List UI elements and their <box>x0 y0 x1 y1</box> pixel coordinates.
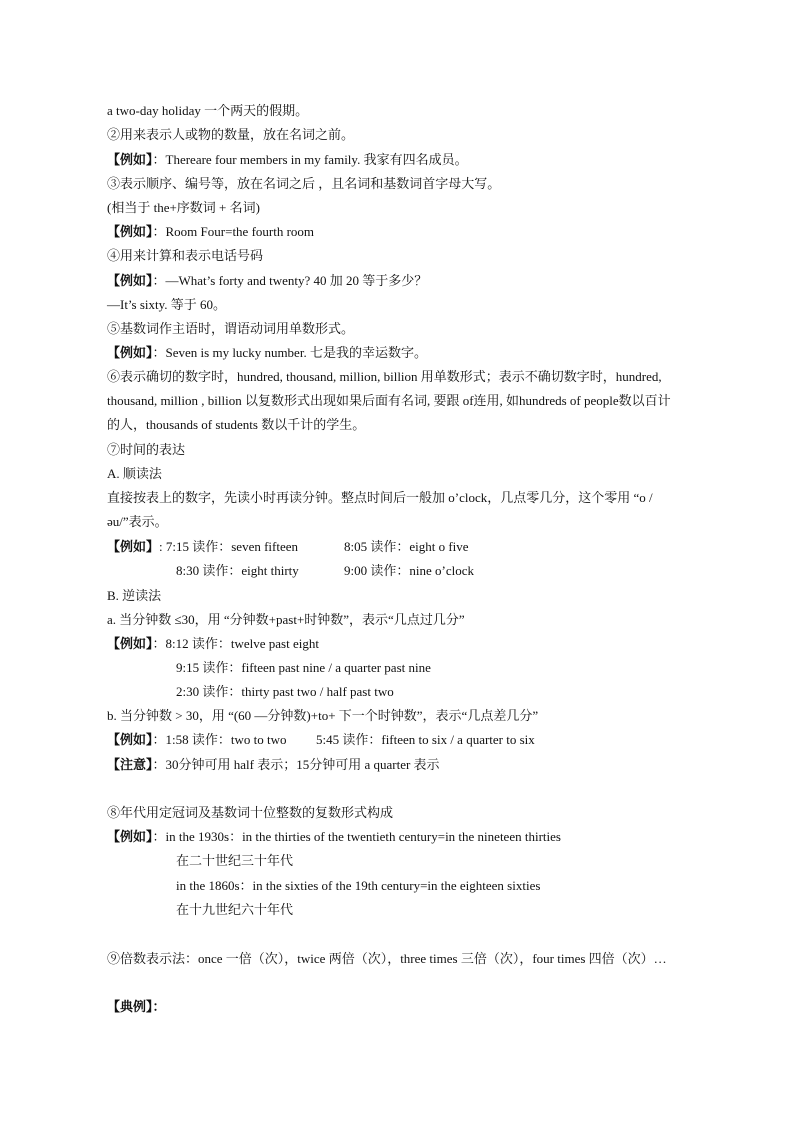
text-line: —It’s sixty. 等于 60。 <box>107 297 227 312</box>
example-label: 【例如】 <box>107 636 153 651</box>
example-label: 【例如】 <box>107 273 153 288</box>
example-text: in the 1860s：in the sixties of the 19th century=in the eighteen sixties <box>176 878 541 893</box>
example-text: ：1:58 读作：two to two <box>152 732 287 747</box>
example-text: 2:30 读作：thirty past two / half past two <box>176 684 394 699</box>
text-line: (相当于 the+序数词 + 名词) <box>107 200 260 215</box>
example-text: ：in the 1930s：in the thirties of the twentieth century=in the nineteen thirties <box>152 829 561 844</box>
text-line: ⑤基数词作主语时，谓语动词用单数形式。 <box>107 321 355 336</box>
example-text: : 7:15 读作：seven fifteen <box>159 539 299 554</box>
section-heading: ⑨倍数表示法：once 一倍（次），twice 两倍（次），three times 三倍（次），four times 四倍（次）… <box>107 951 667 966</box>
section-heading: ⑦时间的表达 <box>107 442 186 457</box>
example-label: 【例如】 <box>107 224 153 239</box>
example-text: 在十九世纪六十年代 <box>176 902 294 917</box>
example-text: 5:45 读作：fifteen to six / a quarter to six <box>316 732 535 747</box>
note-text: ：30分钟可用 half 表示；15分钟可用 a quarter 表示 <box>152 757 440 772</box>
example-text: ：Room Four=the fourth room <box>152 224 315 239</box>
subheading: A. 顺读法 <box>107 466 162 481</box>
text-line: ④用来计算和表示电话号码 <box>107 248 264 263</box>
paragraph: ⑥表示确切的数字时，hundred, thousand, million, billion 用单数形式；表示不确切数字时，hundred, thousand, million , billion 以复数形式出现如果后面有名词, 要跟 of连用, 如hundreds of people数以百计的人，thousands of students 数以千计的学生。 <box>107 369 671 432</box>
example-line <box>107 344 427 361</box>
text-line: a two-day holiday 一个两天的假期。 <box>107 103 309 118</box>
example-line <box>107 731 287 748</box>
text-line: ③表示顺序、编号等，放在名词之后 ，且名词和基数词首字母大写。 <box>107 176 501 191</box>
note-line <box>107 756 440 773</box>
example-text: ：—What’s forty and twenty? 40 加 20 等于多少？ <box>152 273 428 288</box>
example-line <box>107 223 314 240</box>
example-text: ：Thereare four members in my family. 我家有四名成员。 <box>152 152 468 167</box>
example-label: 【例如】 <box>107 732 153 747</box>
text-line: a. 当分钟数 ≤30，用 “分钟数+past+时钟数”，表示“几点过几分” <box>107 612 465 627</box>
example-line <box>107 151 468 168</box>
example-text: 9:00 读作：nine o’clock <box>344 563 474 578</box>
paragraph: 直接按表上的数字，先读小时再读分钟。整点时间后一般加 o’clock，几点零几分，这个零用 “o /əu/”表示。 <box>107 490 653 529</box>
text-line: b. 当分钟数 > 30，用 “(60 —分钟数)+to+ 下一个时钟数”，表示“几点差几分” <box>107 708 539 723</box>
example-line <box>107 828 561 845</box>
text-line: ②用来表示人或物的数量，放在名词之前。 <box>107 127 355 142</box>
note-label: 【注意】 <box>107 757 153 772</box>
example-line <box>107 272 427 289</box>
example-text: 在二十世纪三十年代 <box>176 853 294 868</box>
example-text: ：Seven is my lucky number. 七是我的幸运数字。 <box>152 345 427 360</box>
example-heading: 【典例】： <box>107 999 166 1014</box>
example-line <box>107 538 298 555</box>
example-label: 【例如】 <box>107 345 153 360</box>
example-line <box>107 635 319 652</box>
example-text: ：8:12 读作：twelve past eight <box>152 636 319 651</box>
example-label: 【例如】 <box>107 539 160 554</box>
example-text: 8:05 读作：eight o five <box>344 539 469 554</box>
subheading: B. 逆读法 <box>107 588 162 603</box>
example-text: 9:15 读作：fifteen past nine / a quarter past nine <box>176 660 431 675</box>
section-heading: ⑧年代用定冠词及基数词十位整数的复数形式构成 <box>107 805 394 820</box>
example-label: 【例如】 <box>107 152 153 167</box>
example-text: 8:30 读作：eight thirty <box>176 563 299 578</box>
example-label: 【例如】 <box>107 829 153 844</box>
